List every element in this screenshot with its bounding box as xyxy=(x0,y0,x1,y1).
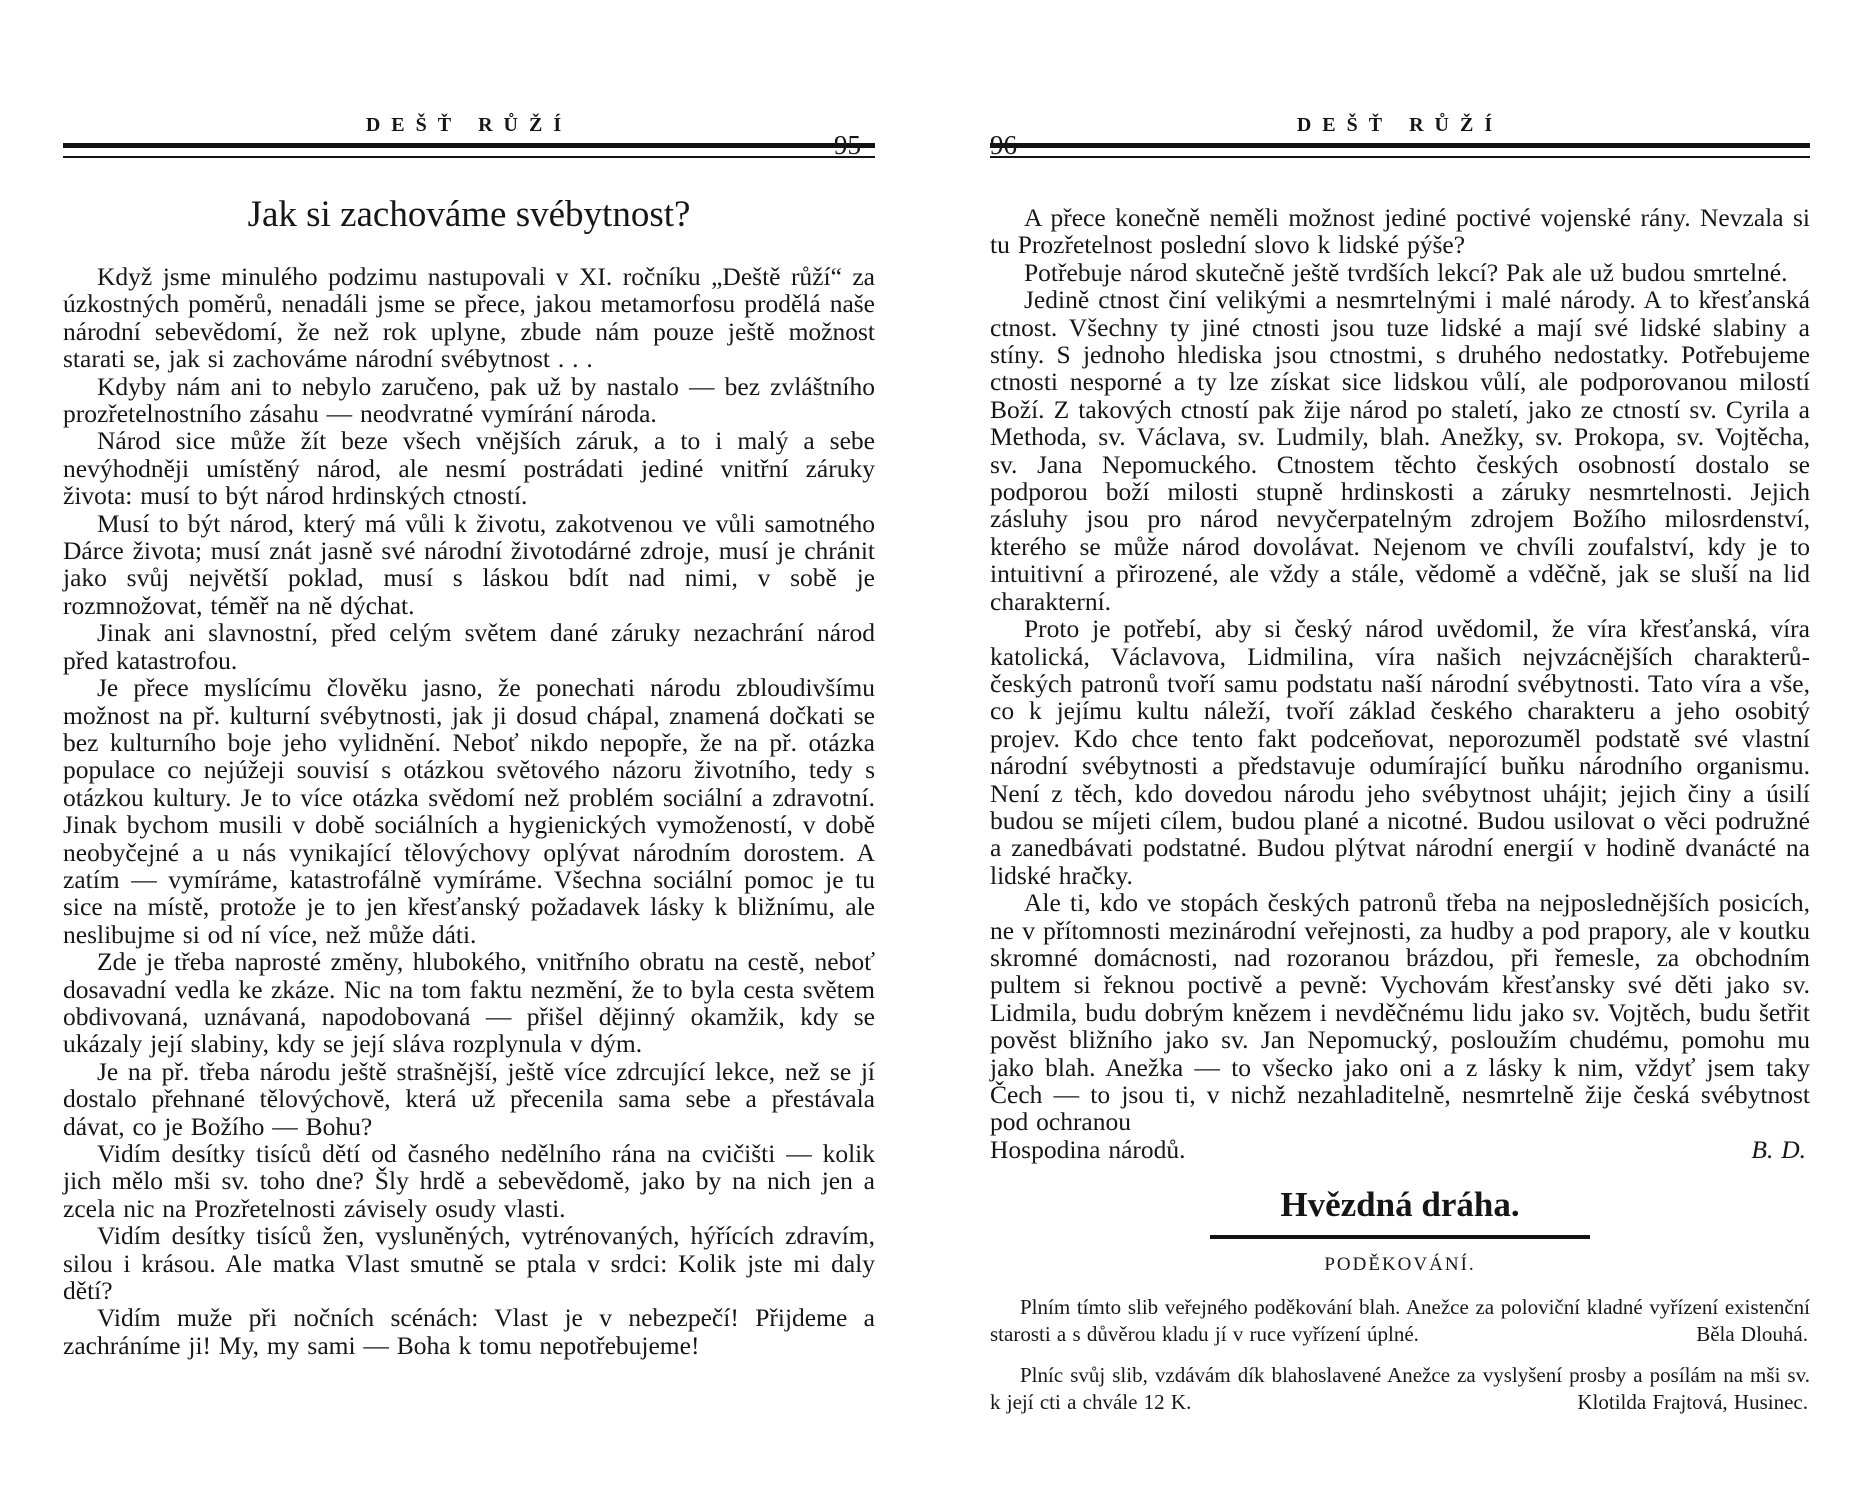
header-rule-right xyxy=(990,143,1810,158)
article-title: Jak si zachováme svébytnost? xyxy=(247,194,691,235)
note-text: Plníc svůj slib, vzdávám dík blahoslavené Anežce za vyslyšení prosby a posílám na mši sv. k její cti a chvále 12 K. xyxy=(990,1363,1810,1415)
paragraph: Národ sice může žít beze všech vnějších záruk, a to i malý a sebe nevýhodněji umístěný národ, ale nesmí postrádati jediné vnitřní záruky života: musí to být národ hrdinských ctností. xyxy=(63,426,875,511)
page-96 xyxy=(990,112,1810,1416)
paragraph: Když jsme minulého podzimu nastupovali v XI. ročníku „Deště růží“ za úzkostných poměrů, nenadáli jsme se přece, jakou metamorfosu prodělá naše národní sebevědomí, že než rok uplyne, zbude nám pouze ještě možnost starati se, jak si zachováme národní svébytnost . . . xyxy=(63,262,875,374)
page-96-header xyxy=(990,112,1810,158)
page-95-body xyxy=(63,263,875,1359)
acknowledgment-note xyxy=(990,1362,1810,1416)
paragraph: Ale ti, kdo ve stopách českých patronů třeba na nejposlednějších posicích, ne v přítomnosti mezinárodní veřejnosti, za hudby a pod prapory, ale v koutku skromné domácnosti, nad rozoranou brázdou, při řemesle, za obchodním pultem si řeknou poctivě a pevně: Vychovám křesťansky své děti jako sv. Lidmila, budu dobrým knězem i nevděčnému lidu jako sv. Vojtěch, budu šetřit pověst bližního jako sv. Jan Nepomucký, posloužím chudému, pomohu mu jako blah. Anežka — to všecko jako oni a z lásky k nim, vždyť jsem taky Čech — to jsou ti, v nichž nezahladitelně, nesmrtelně žije česká svébytnost pod ochranou xyxy=(990,888,1810,1137)
paragraph: Zde je třeba naprosté změny, hlubokého, vnitřního obratu na cestě, neboť dosavadní vedla ke zkáze. Nic na tom faktu nezmění, že to byla cesta světem obdivovaná, uznávaná, napodobovaná — přišel dějinný okamžik, kdy se ukázaly její slabiny, kdy se její sláva rozplynula v dým. xyxy=(63,947,875,1059)
header-rule-left xyxy=(63,143,875,158)
page-number-96: 96 xyxy=(990,130,1017,160)
note-signature: Běla Dlouhá. xyxy=(1652,1321,1808,1348)
page-95-header xyxy=(63,112,875,158)
author-initials: B. D. xyxy=(1751,1134,1806,1164)
running-title-left: DEŠŤ RŮŽÍ xyxy=(365,114,573,136)
section-subtitle: PODĚKOVÁNÍ. xyxy=(1324,1254,1476,1276)
paragraph: Potřebuje národ skutečně ještě tvrdších lekcí? Pak ale už budou smrtelné. xyxy=(1024,257,1788,287)
paragraph: Kdyby nám ani to nebylo zaručeno, pak už by nastalo — bez zvláštního prozřetelnostního zásahu — neodvratné vymírání národa. xyxy=(63,371,875,429)
running-title-right: DEŠŤ RŮŽÍ xyxy=(1296,114,1504,136)
paragraph: Je na př. třeba národu ještě strašnější, ještě více zdrcující lekce, než se jí dostalo přehnané tělovýchově, která už přecenila sama sebe a přestávala dávat, co je Božího — Bohu? xyxy=(63,1056,875,1141)
paragraph: Vidím desítky tisíců dětí od časného nedělního rána na cvičišti — kolik jich mělo mši sv. toho dne? Šly hrdě a sebevědomě, jako by na nich jen a zcela nic na Prozřetelnosti závisely osudy vlasti. xyxy=(63,1139,875,1223)
page-95 xyxy=(63,112,875,1359)
section-title-rule xyxy=(1210,1235,1590,1239)
closing-line xyxy=(990,1136,1810,1163)
paragraph: Jinak ani slavnostní, před celým světem dané záruky nezachrání národ před katastrofou. xyxy=(63,618,875,675)
page-number-95: 95 xyxy=(834,130,861,160)
paragraph: Vidím muže při nočních scénách: Vlast je v nebezpečí! Přijdeme a zachráníme ji! My, my sami — Boha k tomu nepotřebujeme! xyxy=(63,1303,875,1360)
paragraph: Vidím desítky tisíců žen, vysluněných, vytrénovaných, hýřících zdravím, silou i krásou. Ale matka Vlast smutně se ptala v srdci: Kolik jste mi daly dětí? xyxy=(63,1221,875,1306)
page-96-body xyxy=(990,204,1810,1163)
paragraph: A přece konečně neměli možnost jediné poctivé vojenské rány. Nevzala si tu Prozřetelnost poslední slovo k lidské pýše? xyxy=(990,203,1810,260)
paragraph: Jedině ctnost činí velikými a nesmrtelnými i malé národy. A to křesťanská ctnost. Všechny ty jiné ctnosti jsou tuze lidské a mají své lidské slabiny a stíny. S jednoho hlediska jsou ctnostmi, s druhého nedostatky. Potřebujeme ctnosti nesporné a ty lze získat sice lidskou vůlí, ale podporovanou milostí Boží. Z takových ctností pak žije národ po staletí, jako ze ctností sv. Cyrila a Methoda, sv. Václava, sv. Ludmily, blah. Anežky, sv. Prokopa, sv. Vojtěcha, sv. Jana Nepomuckého. Ctnostem těchto českých osobností dostalo se podporou boží milosti stupně hrdinskosti a záruky nesmrtelnosti. Jejich zásluhy jsou pro národ nevyčerpatelným zdrojem Božího milosrdenství, kterého se může národ dovolávat. Nejenom ve chvíli zoufalství, kdy je to intuitivní a přirozené, ale vždy a stále, vědomě a vděčně, jak se sluší na lid charakterní. xyxy=(990,285,1810,616)
paragraph: Proto je potřebí, aby si český národ uvědomil, že víra křesťanská, víra katolická, Václavova, Lidmilina, víra našich nejvzácnějších charakterů-českých patronů tvoří samu podstatu naší národní svébytnosti. Tato víra a vše, co k jejímu kultu náleží, tvoří základ českého charakteru a jeho osobitý projev. Kdo chce tento fakt podceňovat, neporozuměl podstatě své vlastní národní svébytnosti a představuje odumírající buňku národního organismu. Není z těch, kdo dovedou národu jeho svébytnost uhájit; jejich činy a úsilí budou se míjeti cílem, budou plané a nicotné. Budou usilovat o věci podružné a zanedbávati podstatné. Budou plýtvat národní energií v hodině dvanácté na lidské hračky. xyxy=(990,614,1810,890)
note-text: Plním tímto slib veřejného poděkování blah. Anežce za poloviční kladné vyřízení existenční starosti a s důvěrou kladu jí v ruce vyřízení úplné. xyxy=(990,1295,1810,1347)
section-title: Hvězdná dráha. xyxy=(1280,1185,1520,1225)
paragraph: Musí to být národ, který má vůli k životu, zakotvenou ve vůli samotného Dárce života; musí znát jasně své národní životodárné zdroje, musí je chránit jako svůj největší poklad, musí s láskou bdít nad nimi, v sobě je rozmnožovat, téměř na ně dýchat. xyxy=(63,508,875,620)
note-signature: Klotilda Frajtová, Husinec. xyxy=(1533,1389,1808,1416)
paragraph: Je přece myslícímu člověku jasno, že ponechati národu zbloudivšímu možnost na př. kulturní svébytnosti, jak ji dosud chápal, znamená dočkati se bez kulturního boje jeho vylidnění. Neboť nikdo nepopře, že na př. otázka populace co nejúžeji souvisí s otázkou světového názoru životního, tedy s otázkou kultury. Je to více otázka svědomí než problém sociální a zdravotní. Jinak bychom musili v době sociálních a hygienických vymožeností, v době neobyčejné a u nás vynikající tělovýchovy oplývat národním dorostem. A zatím — vymíráme, katastrofálně vymíráme. Všechna sociální pomoc je tu sice na místě, protože je to jen křesťanský požadavek lásky k bližnímu, ale neslibujme si od ní více, než může dáti. xyxy=(63,673,875,949)
closing-text: Hospodina národů. xyxy=(990,1134,1186,1164)
acknowledgment-note xyxy=(990,1294,1810,1348)
